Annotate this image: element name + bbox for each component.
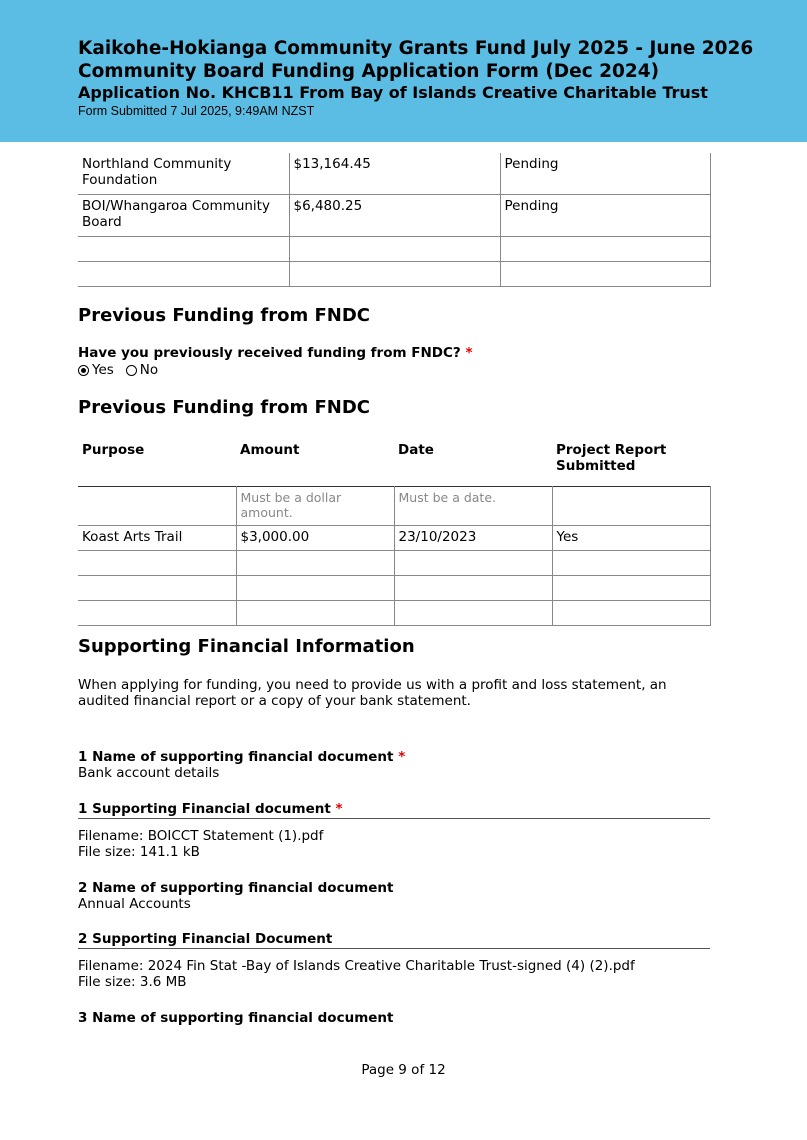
table-cell — [78, 487, 236, 526]
radio-unselected-icon — [126, 365, 137, 376]
table-hint-row — [78, 487, 710, 526]
table-cell: BOI/Whangaroa Community Board — [78, 194, 289, 236]
radio-yes[interactable] — [78, 362, 114, 378]
divider — [78, 818, 710, 819]
doc2-name-label: 2 Name of supporting financial document — [78, 880, 394, 896]
other-funding-table — [78, 153, 711, 287]
required-marker: * — [335, 801, 343, 817]
form-title-line2: Community Board Funding Application Form (Dec 2024) — [78, 61, 660, 82]
table-cell — [236, 601, 394, 626]
label-text: 1 Name of supporting financial document — [78, 749, 394, 765]
required-marker: * — [465, 345, 473, 361]
amount-hint: Must be a dollar amount. — [236, 487, 394, 526]
section-heading-previous-funding: Previous Funding from FNDC — [78, 305, 370, 326]
table-cell — [552, 551, 710, 576]
table-cell — [394, 601, 552, 626]
table-cell — [289, 261, 500, 286]
table-cell — [78, 551, 236, 576]
table-cell — [289, 236, 500, 261]
table-row — [78, 601, 710, 626]
form-header — [0, 0, 807, 142]
question-previous-funding — [78, 345, 473, 361]
radio-no[interactable] — [126, 362, 158, 378]
table-row — [78, 236, 710, 261]
doc2-filename[interactable]: Filename: 2024 Fin Stat -Bay of Islands Creative Charitable Trust-signed (4) (2).pdf — [78, 958, 635, 974]
table-cell — [78, 236, 289, 261]
radio-selected-icon — [78, 365, 89, 376]
table-cell: 23/10/2023 — [394, 526, 552, 551]
previous-funding-radio-group — [78, 362, 158, 378]
page-number: Page 9 of 12 — [361, 1062, 446, 1078]
financial-intro: When applying for funding, you need to provide us with a profit and loss statement, an audited financial report or a copy of your bank statement. — [78, 677, 667, 709]
table-cell — [500, 261, 710, 286]
table-cell — [236, 576, 394, 601]
table-row — [78, 526, 710, 551]
submitted-date: Form Submitted 7 Jul 2025, 9:49AM NZST — [78, 104, 315, 118]
doc1-filesize: File size: 141.1 kB — [78, 844, 200, 860]
table-cell — [552, 576, 710, 601]
table-cell — [78, 261, 289, 286]
form-title-line1: Kaikohe-Hokianga Community Grants Fund July 2025 - June 2026 — [78, 38, 754, 59]
doc2-filesize: File size: 3.6 MB — [78, 974, 187, 990]
table-cell — [552, 601, 710, 626]
table-cell: Yes — [552, 526, 710, 551]
table-header-row — [78, 439, 710, 487]
application-number: Application No. KHCB11 From Bay of Islands Creative Charitable Trust — [78, 83, 708, 102]
table-cell: Pending — [500, 194, 710, 236]
table-cell: Northland Community Foundation — [78, 153, 289, 194]
table-row — [78, 576, 710, 601]
radio-label: Yes — [92, 362, 114, 378]
column-header: Purpose — [82, 442, 145, 458]
divider — [78, 948, 710, 949]
table-cell: Pending — [500, 153, 710, 194]
radio-label: No — [139, 362, 159, 378]
table-cell — [78, 576, 236, 601]
date-hint: Must be a date. — [394, 487, 552, 526]
doc2-name-value: Annual Accounts — [78, 896, 191, 912]
label-text: 1 Supporting Financial document — [78, 801, 331, 817]
table-row — [78, 261, 710, 286]
table-cell: Koast Arts Trail — [78, 526, 236, 551]
table-cell — [394, 576, 552, 601]
column-header: Date — [398, 442, 434, 458]
table-cell — [552, 487, 710, 526]
table-cell: $6,480.25 — [289, 194, 500, 236]
question-text: Have you previously received funding from FNDC? — [78, 345, 461, 361]
table-cell — [394, 551, 552, 576]
table-cell: $3,000.00 — [236, 526, 394, 551]
table-cell: $13,164.45 — [289, 153, 500, 194]
column-header: Amount — [240, 442, 300, 458]
section-heading-financial: Supporting Financial Information — [78, 636, 415, 657]
table-cell — [78, 601, 236, 626]
doc2-file-label: 2 Supporting Financial Document — [78, 931, 333, 947]
column-header: Project Report Submitted — [556, 442, 667, 474]
doc3-name-label: 3 Name of supporting financial document — [78, 1010, 394, 1026]
doc1-filename[interactable]: Filename: BOICCT Statement (1).pdf — [78, 828, 324, 844]
table-row — [78, 194, 710, 236]
doc1-name-label — [78, 749, 405, 765]
required-marker: * — [398, 749, 406, 765]
doc1-name-value: Bank account details — [78, 765, 220, 781]
table-cell — [236, 551, 394, 576]
table-row — [78, 153, 710, 194]
table-row — [78, 551, 710, 576]
previous-funding-table — [78, 439, 711, 626]
section-heading-previous-funding-table: Previous Funding from FNDC — [78, 397, 370, 418]
doc1-file-label — [78, 801, 343, 817]
table-cell — [500, 236, 710, 261]
